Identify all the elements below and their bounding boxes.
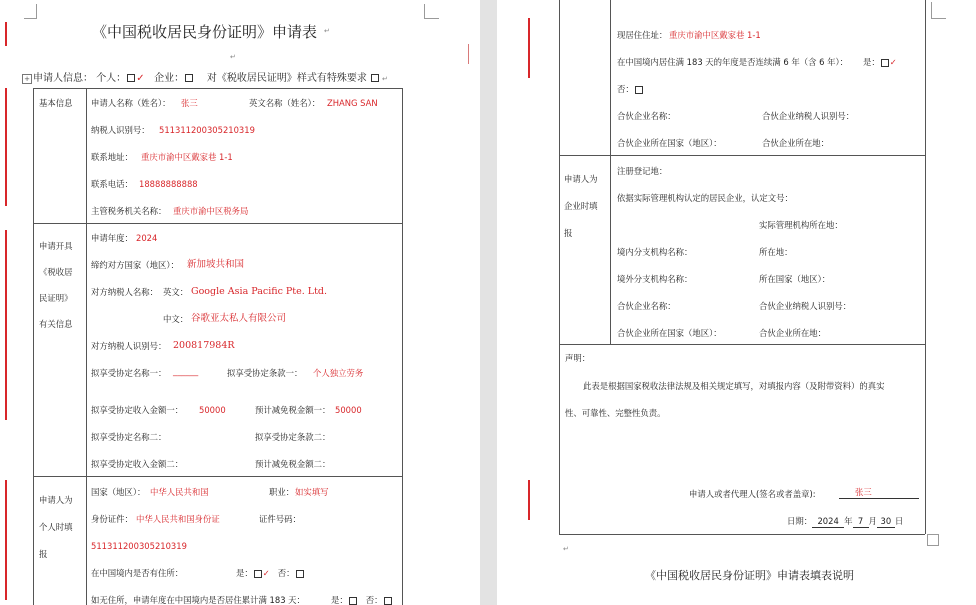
- revision-bar: [468, 44, 469, 64]
- resident-enterprise-label: 依据实际管理机构认定的居民企业，认定文号：: [617, 193, 793, 203]
- applicant-name-value[interactable]: 张三: [181, 98, 198, 108]
- table-border: [559, 155, 925, 156]
- special-request-label: 对《税收居民证明》样式有特殊要求: [206, 73, 367, 84]
- revision-bar: [5, 22, 7, 46]
- applicant-type-row: 申请人信息： 个人： ✓ 企业： 对《税收居民证明》样式有特殊要求 ↵: [33, 73, 388, 84]
- individual-checkbox[interactable]: [127, 74, 135, 82]
- enterprise-partner-country-label: 合伙企业所在国家（地区）：: [617, 328, 722, 338]
- table-border: [86, 88, 87, 605]
- counterparty-id-label: 对方纳税人识别号：: [91, 341, 167, 351]
- six-year-no: 否：: [617, 84, 644, 95]
- apply-year-value[interactable]: 2024: [136, 233, 158, 243]
- revision-bar: [528, 18, 530, 78]
- english-name-value[interactable]: ZHANG SAN: [327, 98, 378, 108]
- document-page-right: [497, 0, 976, 605]
- revision-bar: [528, 480, 530, 520]
- id-type-value[interactable]: 中华人民共和国身份证: [136, 514, 220, 524]
- paragraph-mark: ↵: [563, 545, 569, 553]
- id-type-label: 身份证件：: [91, 514, 133, 524]
- individual-label: 个人：: [96, 73, 127, 84]
- occupation-label: 职业：: [269, 487, 295, 497]
- table-border: [925, 0, 926, 534]
- management-location-label: 实际管理机构所在地：: [759, 220, 843, 230]
- date-year[interactable]: 2024: [812, 516, 844, 528]
- table-move-handle[interactable]: +: [22, 74, 32, 84]
- partner-name-label: 合伙企业名称：: [617, 111, 676, 121]
- residence-label: 现居住住址：: [617, 30, 668, 40]
- table-border: [33, 223, 402, 224]
- table-border: [559, 534, 925, 535]
- domicile-no-checkbox[interactable]: [296, 570, 304, 578]
- six-year-yes: 是： ✓: [863, 57, 897, 67]
- revision-bar: [5, 480, 7, 600]
- date-day[interactable]: 30: [877, 516, 895, 528]
- phone-label: 联系电话：: [91, 179, 133, 189]
- instructions-title: 《中国税收居民身份证明》申请表填表说明: [645, 569, 854, 582]
- table-border: [610, 0, 611, 344]
- counterparty-english-value[interactable]: Google Asia Pacific Pte. Ltd.: [191, 286, 328, 297]
- section-enterprise: 申请人为 企业时填 报: [564, 174, 598, 238]
- table-border: [559, 0, 560, 534]
- tax-id-label: 纳税人识别号：: [91, 125, 150, 135]
- check-mark: ✓: [262, 568, 270, 578]
- partner-id-label: 合伙企业纳税人识别号：: [762, 111, 855, 121]
- paragraph-mark: ↵: [324, 27, 330, 35]
- treaty-name-1-value[interactable]: ______: [173, 366, 199, 376]
- check-mark: ✓: [889, 57, 897, 67]
- enterprise-partner-name-label: 合伙企业名称：: [617, 301, 676, 311]
- signature-value: 张三: [855, 487, 872, 497]
- section-certificate-info: 申请开具 《税收居 民证明》 有关信息: [39, 241, 73, 329]
- crop-mark: [424, 4, 439, 19]
- page-title: 《中国税收居民身份证明》申请表: [92, 23, 318, 41]
- phone-value[interactable]: 18888888888: [139, 179, 198, 189]
- tax-authority-label: 主管税务机关名称：: [91, 206, 167, 216]
- check-mark: ✓: [136, 73, 145, 84]
- six-year-label: 在中国境内居住满 183 天的年度是否连续满 6 年（含 6 年）：: [617, 57, 849, 67]
- counterparty-id-value[interactable]: 200817984R: [173, 340, 235, 351]
- table-border: [33, 88, 34, 605]
- tax-id-value[interactable]: 511311200305210319: [159, 125, 255, 135]
- enterprise-partner-location-label: 合伙企业所在地：: [759, 328, 826, 338]
- reduction-2-label: 预计减免税金额二：: [255, 459, 331, 469]
- paragraph-mark: ↵: [230, 53, 236, 61]
- treaty-clause-1-value[interactable]: 个人独立劳务: [313, 368, 364, 378]
- chinese-label: 中文：: [163, 314, 189, 324]
- english-label: 英文：: [163, 287, 189, 297]
- residence-value[interactable]: 重庆市渝中区戴家巷 1-1: [669, 30, 761, 40]
- declaration-label: 声明：: [565, 353, 591, 363]
- treaty-clause-2-label: 拟享受协定条款二：: [255, 432, 331, 442]
- crop-mark: [24, 4, 37, 19]
- domestic-branch-location-label: 所在地：: [759, 247, 793, 257]
- treaty-country-label: 缔约对方国家（地区）：: [91, 260, 179, 270]
- apply-year-label: 申请年度：: [91, 233, 133, 243]
- document-page-left: [0, 0, 480, 605]
- english-name-label: 英文名称（姓名）：: [249, 98, 321, 108]
- table-border: [402, 88, 403, 605]
- no-domicile-options: 是： 否：: [331, 595, 393, 605]
- table-border: [559, 344, 925, 345]
- partner-location-label: 合伙企业所在地：: [762, 138, 829, 148]
- treaty-name-2-label: 拟享受协定名称二：: [91, 432, 167, 442]
- counterparty-chinese-value[interactable]: 谷歌亚太私人有限公司: [191, 313, 287, 324]
- table-border: [33, 476, 402, 477]
- enterprise-checkbox[interactable]: [185, 74, 193, 82]
- revision-bar: [5, 230, 7, 420]
- id-number-value[interactable]: 511311200305210319: [91, 541, 187, 551]
- six-year-no-checkbox[interactable]: [635, 86, 643, 94]
- page-gap: [480, 0, 497, 605]
- section-individual: 申请人为 个人时填 报: [39, 495, 73, 559]
- date-month[interactable]: 7: [853, 516, 869, 528]
- tax-authority-value[interactable]: 重庆市渝中区税务局: [173, 206, 249, 216]
- special-request-checkbox[interactable]: [371, 74, 379, 82]
- declaration-text-1: 此表是根据国家税收法律法规及相关规定填写，对填报内容（及附带资料）的真实: [583, 381, 885, 391]
- no-domicile-183-label: 如无住所，申请年度在中国境内是否居住累计满 183 天：: [91, 595, 305, 605]
- domestic-branch-label: 境内分支机构名称：: [617, 247, 693, 257]
- treaty-name-1-label: 拟享受协定名称一：: [91, 368, 167, 378]
- section-basic-info: 基本信息: [39, 98, 73, 108]
- reduction-1-value[interactable]: 50000: [335, 405, 362, 415]
- date-row: 日期： 2024 年 7 月 30 日: [787, 516, 904, 526]
- nationality-value[interactable]: 中华人民共和国: [150, 487, 209, 497]
- foreign-branch-country-label: 所在国家（地区）：: [759, 274, 831, 284]
- foreign-branch-label: 境外分支机构名称：: [617, 274, 693, 284]
- revision-bar: [5, 88, 7, 206]
- income-2-label: 拟享受协定收入金额二：: [91, 459, 184, 469]
- address-value[interactable]: 重庆市渝中区戴家巷 1-1: [141, 152, 233, 162]
- treaty-country-value[interactable]: 新加坡共和国: [187, 259, 245, 270]
- counterparty-name-label: 对方纳税人名称：: [91, 287, 158, 297]
- registration-label: 注册登记地：: [617, 166, 668, 176]
- applicant-info-label: 申请人信息：: [33, 73, 93, 84]
- signature-label: 申请人或者代理人(签名或者盖章):: [689, 489, 816, 499]
- income-1-value[interactable]: 50000: [199, 405, 226, 415]
- enterprise-partner-id-label: 合伙企业纳税人识别号：: [759, 301, 852, 311]
- address-label: 联系地址：: [91, 152, 133, 162]
- crop-mark: [927, 534, 939, 546]
- treaty-clause-1-label: 拟享受协定条款一：: [227, 368, 303, 378]
- domicile-yes-checkbox[interactable]: [254, 570, 262, 578]
- signature-field[interactable]: [839, 487, 919, 499]
- domicile-options: 是： ✓ 否：: [236, 568, 305, 579]
- applicant-name-label: 申请人名称（姓名）：: [91, 98, 171, 108]
- enterprise-label: 企业：: [154, 73, 185, 84]
- income-1-label: 拟享受协定收入金额一：: [91, 405, 184, 415]
- reduction-1-label: 预计减免税金额一：: [255, 405, 331, 415]
- crop-mark: [931, 2, 946, 19]
- 183-no-checkbox[interactable]: [384, 597, 392, 605]
- six-year-yes-checkbox[interactable]: [881, 59, 889, 67]
- occupation-value[interactable]: 如实填写: [295, 487, 329, 497]
- 183-yes-checkbox[interactable]: [349, 597, 357, 605]
- id-number-label: 证件号码：: [259, 514, 301, 524]
- table-border: [33, 88, 402, 89]
- partner-country-label: 合伙企业所在国家（地区）：: [617, 138, 722, 148]
- nationality-label: 国家（地区）：: [91, 487, 146, 497]
- domicile-label: 在中国境内是否有住所：: [91, 568, 184, 578]
- declaration-text-2: 性、可靠性、完整性负责。: [565, 408, 666, 418]
